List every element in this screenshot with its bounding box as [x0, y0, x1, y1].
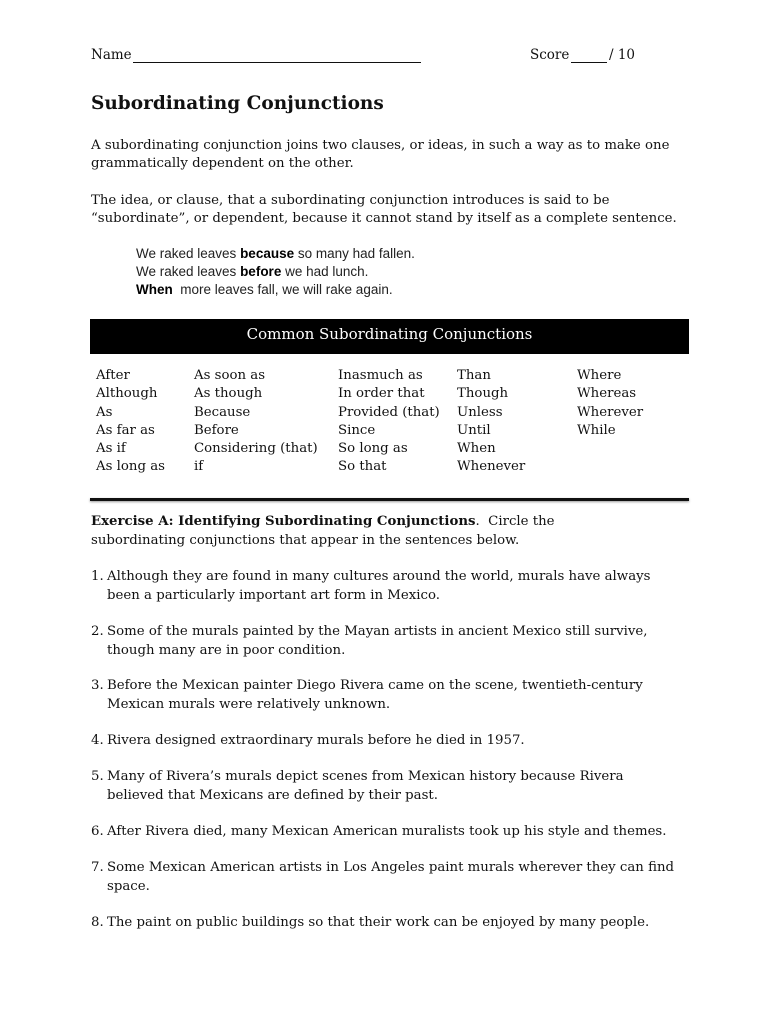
example-sentence: We raked leaves because so many had fallen.	[136, 246, 415, 261]
conjunction-cell: Because	[194, 404, 251, 420]
conjunction-cell: Unless	[457, 404, 503, 420]
conjunction-cell: Though	[457, 386, 509, 402]
item-sentence: Although they are found in many cultures around the world, murals have always been a particularly important art form in Mexico.	[107, 569, 651, 603]
item-sentence: Rivera designed extraordinary murals before he died in 1957.	[107, 733, 525, 748]
conjunction-cell: As far as	[96, 422, 155, 438]
conjunctions-table	[96, 367, 690, 482]
conjunctions-table-title: Common Subordinating Conjunctions	[90, 319, 689, 354]
intro-paragraph-1: A subordinating conjunction joins two clauses, or ideas, in such a way as to make one grammatically dependent on the other.	[91, 138, 670, 171]
name-blank-line	[133, 62, 421, 63]
conjunctions-column	[194, 367, 318, 477]
item-sentence: Before the Mexican painter Diego Rivera came on the scene, twentieth-century Mexican murals were relatively unknown.	[107, 678, 643, 712]
conjunction-cell: As long as	[96, 459, 165, 475]
conjunction-cell: Whenever	[457, 459, 526, 475]
conjunction-cell: Considering (that)	[194, 441, 318, 457]
example-conjunction: because	[240, 246, 295, 261]
conjunction-cell: Inasmuch as	[338, 368, 423, 383]
page-title: Subordinating Conjunctions	[91, 93, 384, 114]
conjunctions-column	[577, 367, 643, 440]
item-number: 6.	[91, 824, 104, 839]
item-sentence: After Rivera died, many Mexican American muralists took up his style and themes.	[107, 824, 667, 839]
example-sentences	[136, 245, 415, 299]
conjunction-cell: Although	[96, 386, 158, 402]
item-number: 8.	[91, 915, 104, 930]
conjunction-cell: Until	[457, 422, 491, 438]
example-conjunction: before	[240, 264, 282, 279]
intro-paragraph-2: The idea, or clause, that a subordinating conjunction introduces is said to be “subordinate”, or dependent, because it cannot stand by itself as a complete sentence.	[91, 193, 677, 226]
name-label: Name	[91, 47, 132, 63]
conjunctions-column	[96, 367, 165, 477]
conjunction-cell: Where	[577, 368, 622, 383]
conjunction-cell: In order that	[338, 386, 425, 402]
item-number: 2.	[91, 624, 104, 639]
item-number: 7.	[91, 860, 104, 875]
section-divider	[90, 498, 689, 501]
conjunction-cell: Wherever	[577, 404, 644, 420]
exercise-heading: Exercise A: Identifying Subordinating Conjunctions	[91, 514, 476, 529]
conjunctions-column	[338, 367, 440, 477]
conjunction-cell: While	[577, 422, 616, 438]
item-sentence: Some Mexican American artists in Los Angeles paint murals wherever they can find space.	[107, 860, 675, 894]
conjunction-cell: Whereas	[577, 386, 637, 402]
item-sentence: Many of Rivera’s murals depict scenes from Mexican history because Rivera believed that Mexicans are defined by their past.	[107, 769, 624, 803]
conjunction-cell: So that	[338, 459, 387, 475]
conjunction-cell: After	[96, 368, 130, 383]
score-blank-line	[571, 62, 607, 63]
exercise-instruction-text: Circle the subordinating conjunctions that appear in the sentences below.	[91, 514, 555, 548]
score-total: / 10	[609, 47, 636, 63]
example-conjunction: When	[136, 282, 173, 297]
conjunctions-column	[457, 367, 525, 477]
score-label: Score	[530, 47, 570, 63]
item-number: 4.	[91, 733, 104, 748]
conjunction-cell: Provided (that)	[338, 404, 440, 420]
conjunction-cell: When	[457, 441, 496, 457]
conjunction-cell: As though	[194, 386, 263, 402]
conjunction-cell: So long as	[338, 441, 408, 457]
exercise-instructions: Exercise A: Identifying Subordinating Conjunctions. Circle the subordinating conjunctions that appear in the sentences below.	[91, 514, 555, 548]
item-number: 5.	[91, 769, 104, 784]
conjunction-cell: if	[194, 459, 204, 475]
example-sentence: We raked leaves before we had lunch.	[136, 264, 369, 279]
conjunction-cell: Before	[194, 422, 239, 438]
item-sentence: Some of the murals painted by the Mayan artists in ancient Mexico still survive, though many are in poor condition.	[107, 624, 648, 658]
conjunction-cell: Since	[338, 422, 376, 438]
header-row	[91, 47, 636, 67]
item-sentence: The paint on public buildings so that their work can be enjoyed by many people.	[107, 915, 650, 930]
conjunction-cell: Than	[457, 368, 491, 383]
item-number: 1.	[91, 569, 104, 584]
conjunction-cell: As if	[96, 441, 126, 457]
item-number: 3.	[91, 678, 104, 693]
conjunction-cell: As soon as	[194, 368, 266, 383]
example-sentence: When more leaves fall, we will rake again.	[136, 282, 393, 297]
conjunction-cell: As	[96, 404, 113, 420]
